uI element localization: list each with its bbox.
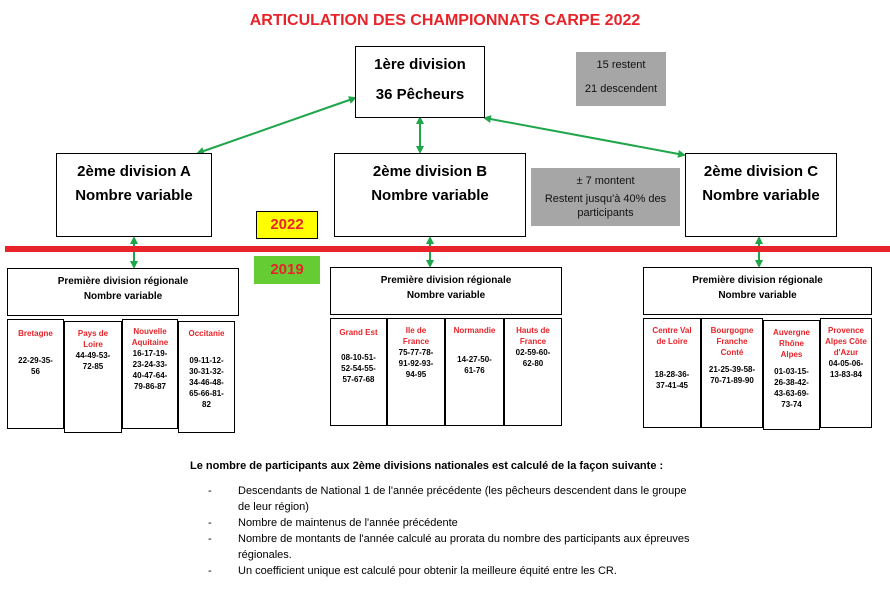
list-item — [208, 563, 698, 579]
second-division-c-sub: Nombre variable — [702, 187, 820, 204]
year-2022-badge: 2022 — [256, 211, 318, 239]
region-departments: 14-27-50-61-76 — [457, 355, 492, 375]
info-promote: ± 7 montent — [576, 175, 635, 187]
list-item-text: Descendants de National 1 de l'année précédente (les pêcheurs descendent dans le groupe de leur région) — [238, 485, 687, 513]
region-cell-normandie — [445, 318, 504, 426]
region-cell-occitanie — [178, 321, 235, 433]
second-division-b-box — [334, 153, 526, 237]
region-name: Nouvelle Aquitaine — [131, 327, 169, 347]
second-division-info — [531, 168, 680, 226]
year-2019-badge: 2019 — [254, 256, 320, 284]
region-cell-centre-val-de-loire — [643, 318, 701, 428]
info-descend: 21 descendent — [584, 83, 658, 95]
region-cell-nouvelle-aquitaine — [122, 319, 178, 429]
region-cell-bourgogne-franche-comte — [701, 318, 763, 428]
region-cell-hauts-de-france — [504, 318, 562, 426]
bullet-dash: - — [208, 517, 212, 529]
regional-head-b-line1: Première division régionale — [380, 275, 512, 286]
arrow-1st-to-2nd-a — [198, 98, 355, 153]
region-departments: 18-28-36-37-41-45 — [654, 370, 690, 390]
bullet-dash: - — [208, 533, 212, 545]
region-departments: 75-77-78-91-92-93-94-95 — [398, 348, 434, 379]
list-item-text: Nombre de montants de l'année calculé au prorata du nombre des participants aux épreuves régionales. — [238, 533, 690, 561]
region-cell-bretagne — [7, 319, 64, 429]
regional-head-a-line1: Première division régionale — [57, 276, 189, 287]
bullet-dash: - — [208, 485, 212, 497]
first-division-label: 1ère division — [374, 56, 466, 73]
region-cell-pays-de-loire — [64, 321, 122, 433]
region-name: Hauts de France — [516, 326, 550, 346]
second-division-a-box — [56, 153, 212, 237]
second-division-a-label: 2ème division A — [77, 163, 191, 180]
region-departments: 44-49-53-72-85 — [75, 351, 111, 371]
region-name: Pays de Loire — [77, 329, 109, 349]
bullet-dash: - — [208, 565, 212, 577]
list-item-text: Un coefficient unique est calculé pour obtenir la meilleure équité entre les CR. — [238, 565, 617, 577]
first-division-box — [355, 46, 485, 118]
list-item — [208, 531, 698, 563]
calculation-list — [208, 483, 698, 579]
first-division-sub: 36 Pêcheurs — [375, 86, 465, 103]
region-name: Ile de France — [402, 326, 430, 346]
list-item-text: Nombre de maintenus de l'année précédente — [238, 517, 458, 529]
second-division-b-sub: Nombre variable — [371, 187, 489, 204]
region-name: Bretagne — [18, 329, 53, 338]
region-cell-grand-est — [330, 318, 387, 426]
region-departments: 08-10-51-52-54-55-57-67-68 — [341, 353, 376, 384]
regional-head-c-line1: Première division régionale — [692, 275, 823, 286]
first-division-info — [576, 52, 666, 106]
info-stay-percent: Restent jusqu'à 40% des participants — [544, 193, 667, 219]
regional-head-c-line2: Nombre variable — [718, 290, 797, 301]
region-name: Bourgogne Franche Conté — [710, 326, 754, 357]
second-division-c-box — [685, 153, 837, 237]
regional-head-b — [330, 267, 562, 315]
region-departments: 04-05-06-13-83-84 — [828, 359, 864, 379]
regional-head-c — [643, 267, 872, 315]
second-division-c-label: 2ème division C — [703, 163, 819, 180]
region-departments: 09-11-12-30-31-32-34-46-48-65-66-81-82 — [189, 356, 224, 409]
regional-head-a — [7, 268, 239, 316]
region-cell-auvergne-rhone-alpes — [763, 320, 820, 430]
region-name: Centre Val de Loire — [652, 326, 692, 346]
region-departments: 01-03-15-26-38-42-43-63-69-73-74 — [774, 367, 809, 409]
arrow-1st-to-2nd-c — [485, 118, 684, 155]
region-departments: 02-59-60-62-80 — [515, 348, 551, 368]
page-title: ARTICULATION DES CHAMPIONNATS CARPE 2022 — [249, 12, 641, 29]
list-item — [208, 515, 698, 531]
region-name: Grand Est — [339, 328, 378, 337]
info-stay: 15 restent — [596, 59, 646, 71]
regional-head-b-line2: Nombre variable — [406, 290, 486, 301]
regional-head-a-line2: Nombre variable — [83, 291, 163, 302]
second-division-b-label: 2ème division B — [372, 163, 488, 180]
second-division-a-sub: Nombre variable — [75, 187, 193, 204]
region-departments: 21-25-39-58-70-71-89-90 — [708, 365, 756, 385]
region-name: Provence Alpes Côte d'Azur — [825, 326, 867, 357]
intro-paragraph: Le nombre de participants aux 2ème divisions nationales est calculé de la façon suivante : — [190, 460, 664, 472]
region-name: Occitanie — [188, 329, 225, 338]
region-name: Auvergne Rhône Alpes — [773, 328, 810, 359]
region-cell-ile-de-france — [387, 318, 445, 426]
list-item — [208, 483, 698, 515]
region-name: Normandie — [453, 326, 496, 335]
region-departments: 16-17-19-23-24-33-40-47-64-79-86-87 — [132, 349, 168, 391]
region-cell-provence-alpes-cote-dazur — [820, 318, 872, 428]
region-departments: 22-29-35-56 — [18, 356, 53, 376]
